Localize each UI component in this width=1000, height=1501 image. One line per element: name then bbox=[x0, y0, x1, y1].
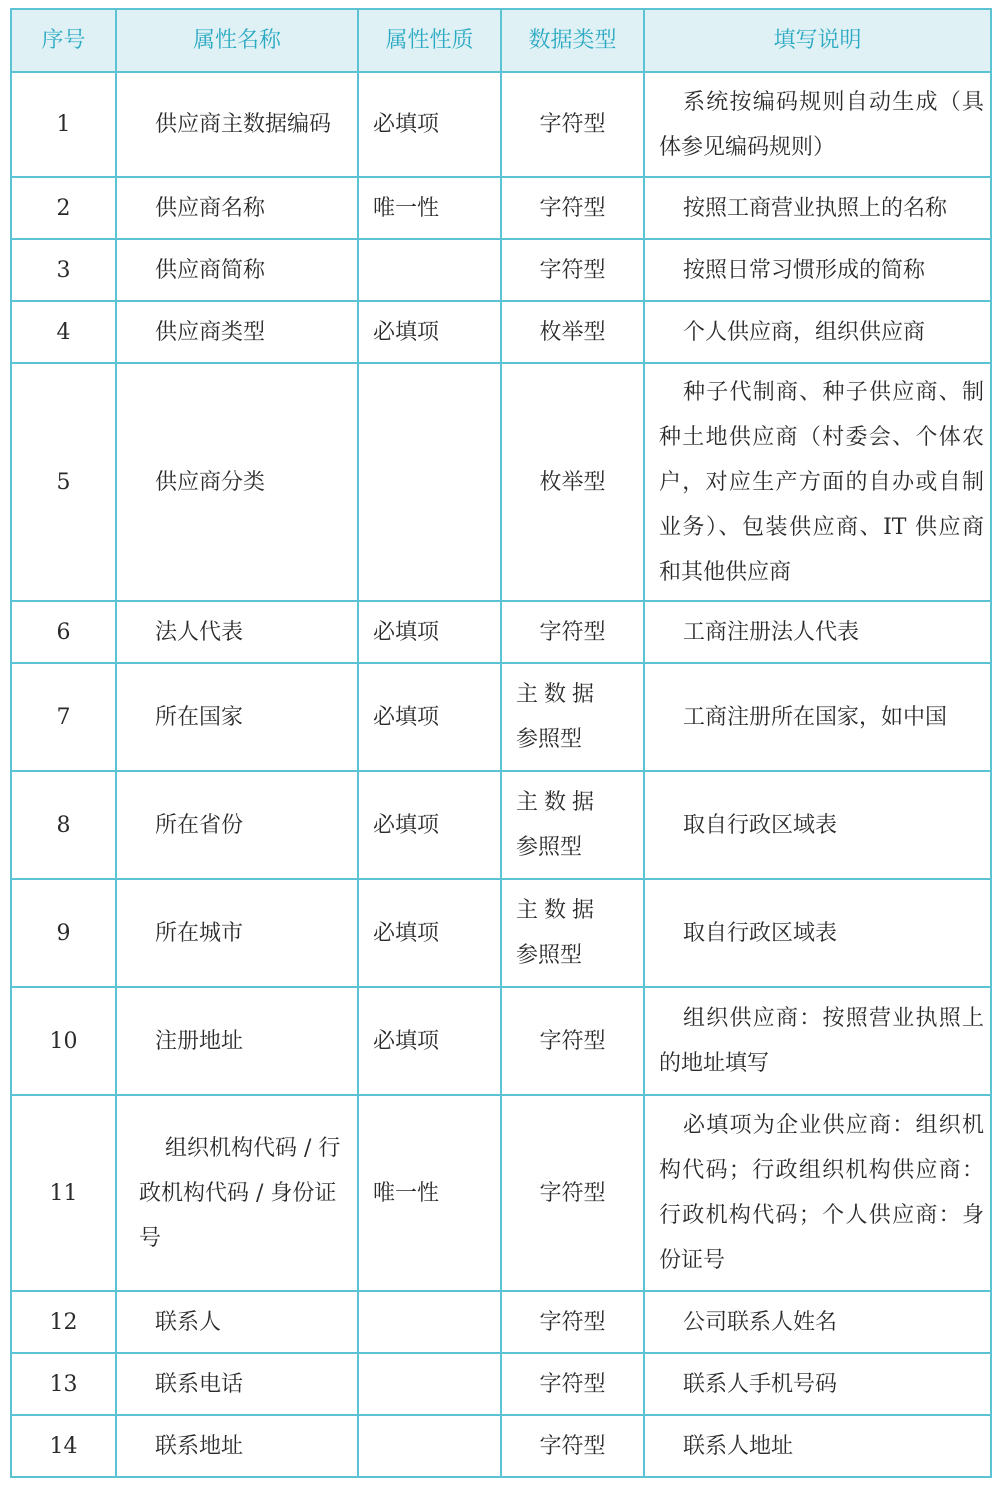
header-type: 数据类型 bbox=[501, 9, 644, 72]
cell-type: 字符型 bbox=[501, 177, 644, 239]
cell-name: 联系地址 bbox=[116, 1415, 358, 1477]
cell-type-line2: 参照型 bbox=[516, 943, 583, 968]
table-row bbox=[11, 1095, 991, 1291]
table-row bbox=[11, 1291, 991, 1353]
cell-desc: 取自行政区域表 bbox=[644, 771, 991, 879]
table-row bbox=[11, 363, 991, 601]
table-row bbox=[11, 987, 991, 1095]
header-name: 属性名称 bbox=[116, 9, 358, 72]
cell-seq: 14 bbox=[11, 1415, 116, 1477]
cell-type bbox=[501, 879, 644, 987]
header-nature: 属性性质 bbox=[358, 9, 501, 72]
cell-name: 供应商主数据编码 bbox=[116, 72, 358, 177]
cell-desc: 个人供应商，组织供应商 bbox=[644, 301, 991, 363]
cell-type: 字符型 bbox=[501, 1353, 644, 1415]
cell-seq: 13 bbox=[11, 1353, 116, 1415]
table-container bbox=[10, 8, 990, 1478]
cell-nature: 唯一性 bbox=[358, 1095, 501, 1291]
cell-desc: 联系人手机号码 bbox=[644, 1353, 991, 1415]
cell-name: 联系人 bbox=[116, 1291, 358, 1353]
cell-desc: 按照日常习惯形成的简称 bbox=[644, 239, 991, 301]
cell-type-line1: 主数据 bbox=[516, 898, 601, 923]
cell-type: 字符型 bbox=[501, 1095, 644, 1291]
cell-nature bbox=[358, 239, 501, 301]
cell-nature bbox=[358, 1291, 501, 1353]
cell-desc: 组织供应商：按照营业执照上的地址填写 bbox=[644, 987, 991, 1095]
cell-desc: 工商注册所在国家，如中国 bbox=[644, 663, 991, 771]
cell-type-line2: 参照型 bbox=[516, 727, 583, 752]
table-header bbox=[11, 9, 991, 72]
cell-seq: 1 bbox=[11, 72, 116, 177]
cell-type: 字符型 bbox=[501, 72, 644, 177]
cell-name: 供应商分类 bbox=[116, 363, 358, 601]
cell-seq: 10 bbox=[11, 987, 116, 1095]
cell-name: 所在省份 bbox=[116, 771, 358, 879]
cell-nature: 必填项 bbox=[358, 771, 501, 879]
table-row bbox=[11, 72, 991, 177]
table-row bbox=[11, 1415, 991, 1477]
cell-name: 所在国家 bbox=[116, 663, 358, 771]
header-desc: 填写说明 bbox=[644, 9, 991, 72]
table-row bbox=[11, 301, 991, 363]
cell-name: 供应商类型 bbox=[116, 301, 358, 363]
cell-seq: 5 bbox=[11, 363, 116, 601]
header-row bbox=[11, 9, 991, 72]
cell-name: 法人代表 bbox=[116, 601, 358, 663]
cell-desc: 种子代制商、种子供应商、制种土地供应商（村委会、个体农户，对应生产方面的自办或自制业务）、包装供应商、IT 供应商和其他供应商 bbox=[644, 363, 991, 601]
table-body bbox=[11, 72, 991, 1477]
cell-nature bbox=[358, 1353, 501, 1415]
cell-nature: 唯一性 bbox=[358, 177, 501, 239]
cell-seq: 8 bbox=[11, 771, 116, 879]
cell-name: 组织机构代码 / 行政机构代码 / 身份证号 bbox=[116, 1095, 358, 1291]
table-row bbox=[11, 239, 991, 301]
cell-nature bbox=[358, 1415, 501, 1477]
table-row bbox=[11, 177, 991, 239]
cell-type: 字符型 bbox=[501, 1415, 644, 1477]
supplier-attribute-table bbox=[10, 8, 992, 1478]
cell-seq: 6 bbox=[11, 601, 116, 663]
cell-nature: 必填项 bbox=[358, 879, 501, 987]
cell-nature bbox=[358, 363, 501, 601]
table-row bbox=[11, 1353, 991, 1415]
cell-desc: 取自行政区域表 bbox=[644, 879, 991, 987]
cell-type bbox=[501, 663, 644, 771]
cell-type: 字符型 bbox=[501, 987, 644, 1095]
cell-type: 字符型 bbox=[501, 239, 644, 301]
table-row bbox=[11, 663, 991, 771]
cell-type: 枚举型 bbox=[501, 363, 644, 601]
cell-seq: 7 bbox=[11, 663, 116, 771]
cell-seq: 11 bbox=[11, 1095, 116, 1291]
cell-seq: 4 bbox=[11, 301, 116, 363]
cell-name: 注册地址 bbox=[116, 987, 358, 1095]
cell-type: 字符型 bbox=[501, 601, 644, 663]
table-row bbox=[11, 771, 991, 879]
cell-nature: 必填项 bbox=[358, 72, 501, 177]
cell-nature: 必填项 bbox=[358, 663, 501, 771]
cell-nature: 必填项 bbox=[358, 601, 501, 663]
cell-nature: 必填项 bbox=[358, 301, 501, 363]
cell-type bbox=[501, 771, 644, 879]
cell-type-line2: 参照型 bbox=[516, 835, 583, 860]
cell-type-line1: 主数据 bbox=[516, 682, 601, 707]
cell-seq: 3 bbox=[11, 239, 116, 301]
cell-desc: 系统按编码规则自动生成（具体参见编码规则） bbox=[644, 72, 991, 177]
cell-seq: 2 bbox=[11, 177, 116, 239]
table-row bbox=[11, 601, 991, 663]
cell-name: 供应商简称 bbox=[116, 239, 358, 301]
cell-desc: 联系人地址 bbox=[644, 1415, 991, 1477]
cell-desc: 公司联系人姓名 bbox=[644, 1291, 991, 1353]
cell-name: 联系电话 bbox=[116, 1353, 358, 1415]
cell-desc: 按照工商营业执照上的名称 bbox=[644, 177, 991, 239]
cell-type: 枚举型 bbox=[501, 301, 644, 363]
cell-type: 字符型 bbox=[501, 1291, 644, 1353]
header-seq: 序号 bbox=[11, 9, 116, 72]
cell-name: 供应商名称 bbox=[116, 177, 358, 239]
cell-nature: 必填项 bbox=[358, 987, 501, 1095]
cell-seq: 9 bbox=[11, 879, 116, 987]
cell-desc: 必填项为企业供应商：组织机构代码；行政组织机构供应商：行政机构代码；个人供应商：身份证号 bbox=[644, 1095, 991, 1291]
cell-desc: 工商注册法人代表 bbox=[644, 601, 991, 663]
cell-seq: 12 bbox=[11, 1291, 116, 1353]
cell-name: 所在城市 bbox=[116, 879, 358, 987]
table-row bbox=[11, 879, 991, 987]
cell-type-line1: 主数据 bbox=[516, 790, 601, 815]
